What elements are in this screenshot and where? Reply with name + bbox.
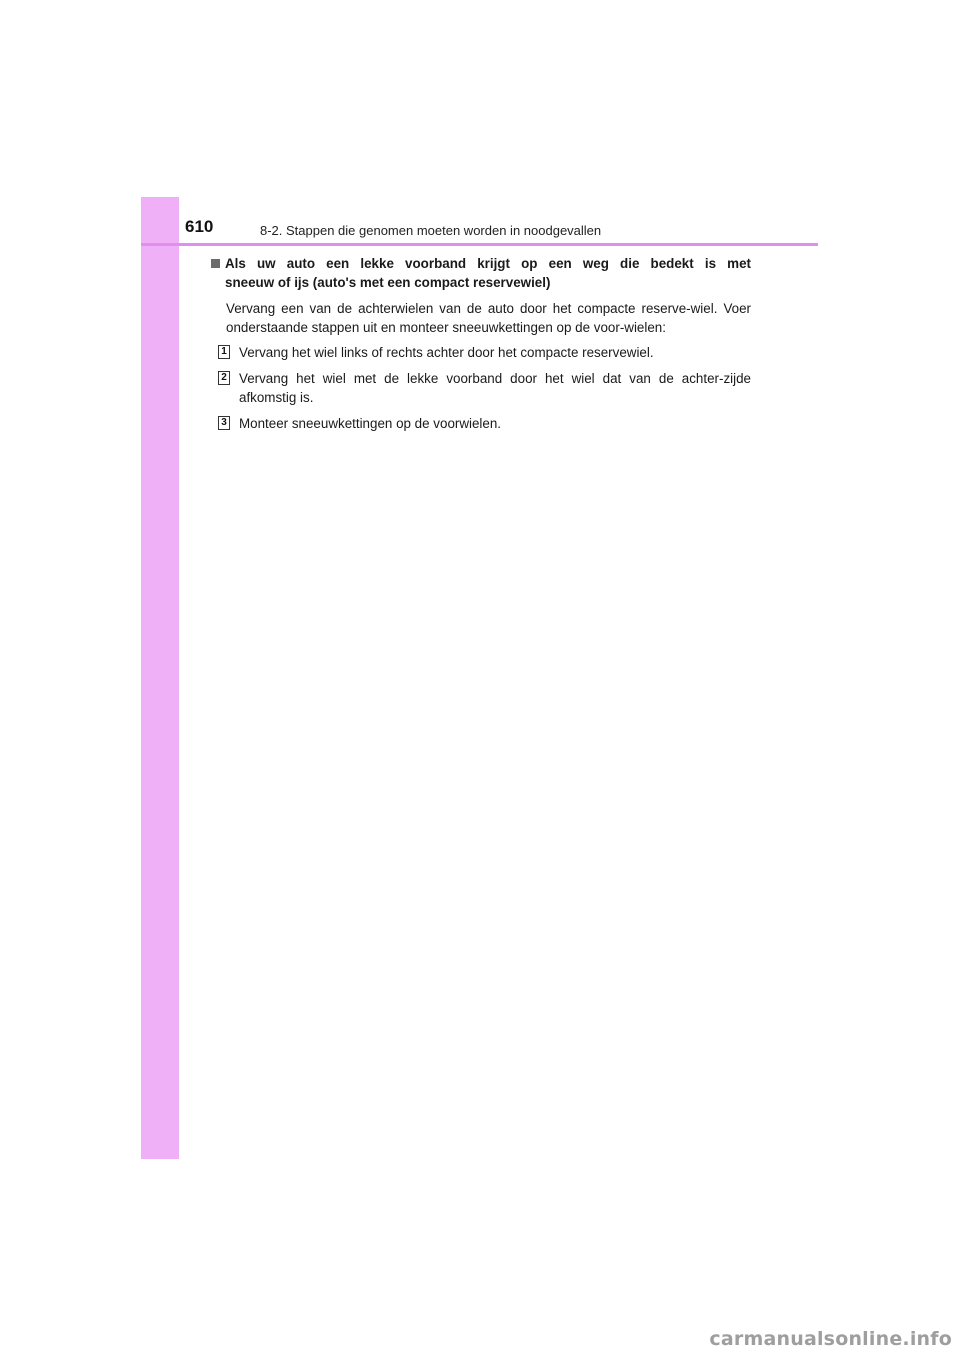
page-header	[141, 197, 818, 245]
step-item	[211, 369, 751, 407]
page-number: 610	[185, 217, 214, 236]
step-list	[211, 343, 751, 433]
step-item	[211, 343, 751, 362]
step-number-badge: 1	[218, 345, 230, 359]
step-text: Vervang het wiel met de lekke voorband door het wiel dat van de achter-zijde afkomstig is.	[239, 371, 751, 405]
main-content	[211, 254, 751, 440]
step-number-badge: 2	[218, 371, 230, 385]
side-color-band	[141, 197, 179, 1159]
section-heading	[211, 254, 751, 292]
step-text: Monteer sneeuwkettingen op de voorwielen.	[239, 416, 502, 431]
step-item	[211, 414, 751, 433]
step-number-badge: 3	[218, 416, 230, 430]
section-body: Vervang een van de achterwielen van de auto door het compacte reserve-wiel. Voer onderstaande stappen uit en monteer sneeuwkettingen op de voor-wielen:	[226, 301, 751, 335]
watermark-text: carmanualsonline.info	[709, 1328, 952, 1350]
step-text: Vervang het wiel links of rechts achter door het compacte reservewiel.	[239, 345, 654, 360]
header-divider	[141, 243, 818, 246]
chapter-title: 8-2. Stappen die genomen moeten worden in noodgevallen	[260, 223, 602, 238]
section-heading-line: Als uw auto een lekke voorband krijgt op een weg die bedekt is met	[225, 256, 751, 271]
square-bullet-icon	[211, 259, 220, 268]
section-heading-line: sneeuw of ijs (auto's met een compact reservewiel)	[225, 275, 551, 290]
